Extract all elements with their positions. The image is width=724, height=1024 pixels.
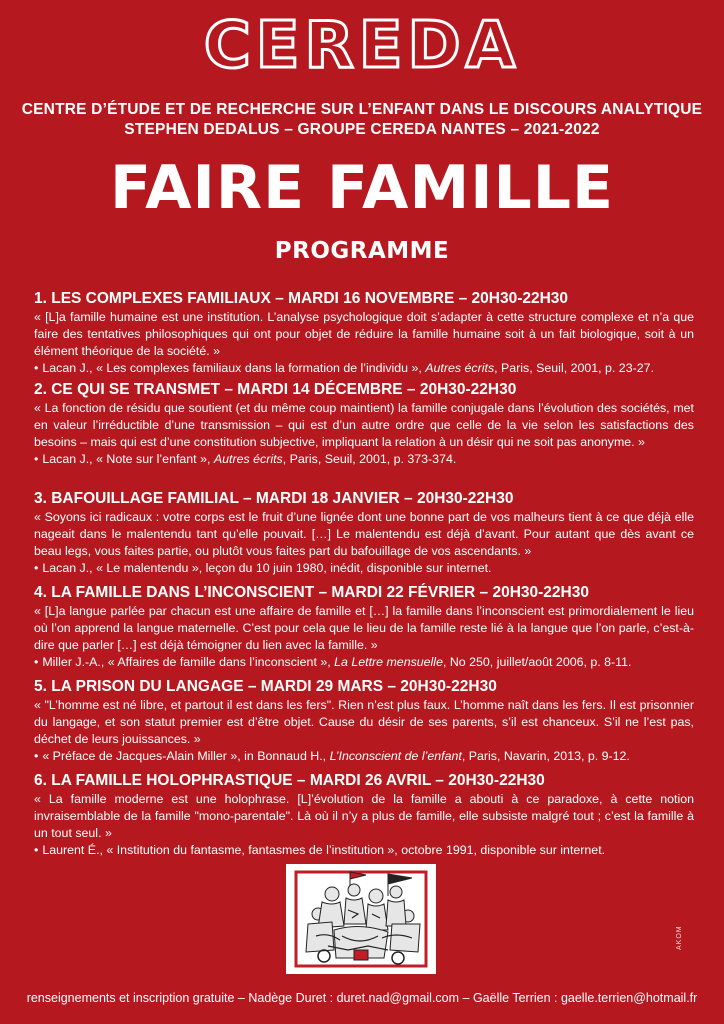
session-quote: « Soyons ici radicaux : votre corps est le fruit d’une lignée dont une bonne part de vos malheurs tient à ce que déjà elle nageait dans le malentendu tant qu’elle pouvait. […] Le malentendu est déjà d’avant. Pour autant que dès avant ce beau legs, vous faites partie, ou plutôt vous faites part du bafouillage de vos ascendants. » xyxy=(34,510,694,558)
ref-text: Lacan J., « Note sur l’enfant », xyxy=(42,452,214,466)
session-reference xyxy=(34,560,694,577)
ref-details: , No 250, juillet/août 2006, p. 8-11. xyxy=(442,655,632,669)
session-quote: « La famille moderne est une holophrase. [L]’évolution de la famille a abouti à ce paradoxe, à cette notion invraisemblable de la famille "mono-parentale". Là où il n’y a plus de famille, elle subsiste malgré tout ; c’est la famille à un tout seul. » xyxy=(34,792,694,840)
bullet: • xyxy=(34,843,39,857)
bullet: • xyxy=(34,561,39,575)
session-6 xyxy=(34,771,694,859)
artist-credit: AKOM xyxy=(676,925,683,950)
session-reference xyxy=(34,842,694,859)
session-reference xyxy=(34,360,694,377)
session-1 xyxy=(34,289,694,377)
brand-logo: CEREDA xyxy=(203,9,521,83)
session-heading: 3. BAFOUILLAGE FAMILIAL – MARDI 18 JANVIER – 20H30-22H30 xyxy=(34,490,514,507)
session-reference xyxy=(34,654,694,671)
ref-details: , Paris, Navarin, 2013, p. 9-12. xyxy=(461,749,630,763)
bullet: • xyxy=(34,361,39,375)
illustration-image xyxy=(286,864,436,974)
section-title: PROGRAMME xyxy=(274,238,450,264)
session-reference xyxy=(34,748,694,765)
session-quote: « La fonction de résidu que soutient (et du même coup maintient) la famille conjugale dans l’évolution des sociétés, met en valeur l’irréductible d’une transmission – qui est d’un autre ordre que celle de la vie selon les satisfactions des besoins – mais qui est d’une constitution subjective, impliquant la relation à un désir qui ne soit pas anonyme. » xyxy=(34,401,694,449)
ref-title: Autres écrits xyxy=(425,361,495,375)
bullet: • xyxy=(34,452,39,466)
session-heading: 6. LA FAMILLE HOLOPHRASTIQUE – MARDI 26 AVRIL – 20H30-22H30 xyxy=(34,772,545,789)
subtitle-line-2: STEPHEN DEDALUS – GROUPE CEREDA NANTES – 2021-2022 xyxy=(124,121,600,138)
ref-text: « Préface de Jacques-Alain Miller », in Bonnaud H., xyxy=(42,749,330,763)
ref-text: Laurent É., « Institution du fantasme, fantasmes de l’institution », octobre 1991, disponible sur internet. xyxy=(42,843,606,857)
session-3 xyxy=(34,489,694,577)
subtitle-line-1: CENTRE D’ÉTUDE ET DE RECHERCHE SUR L’ENFANT DANS LE DISCOURS ANALYTIQUE xyxy=(21,101,703,118)
ref-text: Miller J.-A., « Affaires de famille dans l’inconscient », xyxy=(42,655,335,669)
session-heading: 5. LA PRISON DU LANGAGE – MARDI 29 MARS – 20H30-22H30 xyxy=(34,678,497,695)
ref-title: L’Inconscient de l’enfant xyxy=(329,749,462,763)
session-4 xyxy=(34,583,694,671)
session-reference xyxy=(34,451,694,468)
ref-text: Lacan J., « Les complexes familiaux dans la formation de l’individu », xyxy=(42,361,426,375)
ref-details: , Paris, Seuil, 2001, p. 373-374. xyxy=(282,452,457,466)
page-title: FAIRE FAMILLE xyxy=(110,153,614,223)
session-heading: 1. LES COMPLEXES FAMILIAUX – MARDI 16 NOVEMBRE – 20H30-22H30 xyxy=(34,290,569,307)
session-quote: « [L]a langue parlée par chacun est une affaire de famille et […] la famille dans l’inconscient est primordialement le lieu où l’on apprend la langue maternelle. C’est pour cela que le lieu de la famille reste lié à la langue que l’on parle, c’est-à-dire que parler […] est déjà témoigner du lien avec la famille. » xyxy=(34,604,694,652)
ref-details: , Paris, Seuil, 2001, p. 23-27. xyxy=(494,361,654,375)
session-heading: 2. CE QUI SE TRANSMET – MARDI 14 DÉCEMBRE – 20H30-22H30 xyxy=(34,381,517,398)
session-2 xyxy=(34,380,694,468)
bullet: • xyxy=(34,655,39,669)
session-quote: « [L]a famille humaine est une institution. L’analyse psychologique doit s’adapter à cette structure complexe et n’a que faire des tentatives philosophiques qui ont pour objet de réduire la famille humaine soit à un fait biologique, soit à un élément théorique de la société. » xyxy=(34,310,694,358)
session-heading: 4. LA FAMILLE DANS L’INCONSCIENT – MARDI 22 FÉVRIER – 20H30-22H30 xyxy=(34,584,589,601)
session-5 xyxy=(34,677,694,765)
footer-contact: renseignements et inscription gratuite – Nadège Duret : duret.nad@gmail.com – Gaëlle Terrien : gaelle.terrien@hotmail.fr xyxy=(26,991,698,1005)
ref-title: Autres écrits xyxy=(213,452,283,466)
ref-title: La Lettre mensuelle xyxy=(334,655,443,669)
bullet: • xyxy=(34,749,39,763)
ref-text: Lacan J., « Le malentendu », leçon du 10 juin 1980, inédit, disponible sur internet. xyxy=(42,561,492,575)
session-quote: « "L’homme est né libre, et partout il est dans les fers". Rien n’est plus faux. L’homme naît dans les fers. Il est prisonnier du langage, et son statut premier est d’être objet. Cause du désir de ses parents, s’il est chanceux. S’il ne l’est pas, déchet de leurs jouissances. » xyxy=(34,698,694,746)
